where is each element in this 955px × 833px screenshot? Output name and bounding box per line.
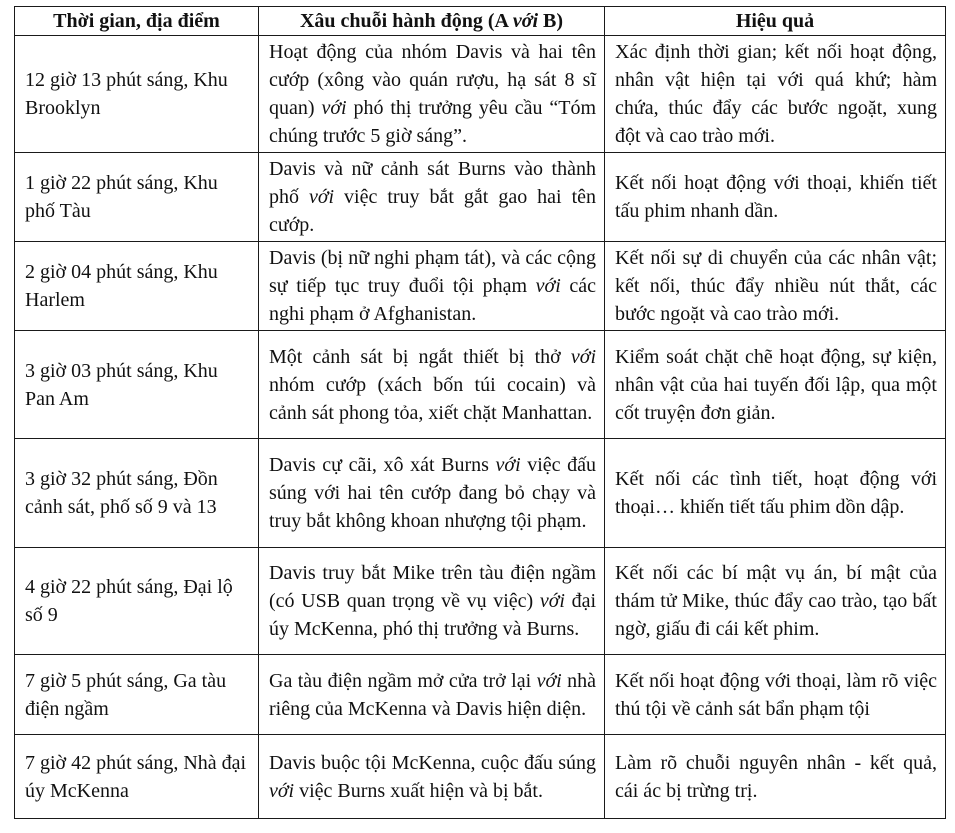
action-part-b: các nghi phạm ở Afghanistan.: [269, 275, 596, 325]
cell-action: [259, 439, 605, 548]
cell-time-place: 7 giờ 42 phút sáng, Nhà đại úy McKenna: [15, 735, 259, 819]
action-part-b: việc Burns xuất hiện và bị bắt.: [294, 779, 543, 802]
cell-effect: Kiểm soát chặt chẽ hoạt động, sự kiện, nhân vật của hai tuyến đối lập, qua một cốt truyện đơn giản.: [605, 331, 946, 439]
cell-action: [259, 242, 605, 331]
cell-time-place: 1 giờ 22 phút sáng, Khu phố Tàu: [15, 153, 259, 242]
header-action-chain: [259, 7, 605, 36]
table-header-row: [15, 7, 946, 36]
action-part-a: Davis và nữ cảnh sát Burns vào thành phố: [269, 158, 596, 208]
action-part-b: việc truy bắt gắt gao hai tên cướp.: [269, 186, 596, 236]
action-part-a: Davis cự cãi, xô xát Burns: [269, 454, 496, 476]
table-row: [15, 153, 946, 242]
action-part-a: Ga tàu điện ngầm mở cửa trở lại: [269, 669, 537, 692]
action-part-b: đại úy McKenna, phó thị trưởng và Burns.: [269, 590, 597, 640]
cell-effect: Kết nối sự di chuyển của các nhân vật; kết nối, thúc đẩy nhiều nút thắt, các bước ngoặt và cao trào mới.: [605, 242, 946, 331]
document-page: [14, 6, 945, 819]
action-with: với: [535, 275, 561, 297]
action-part-b: việc đấu súng với hai tên cướp đang bỏ chạy và truy bắt không khoan nhượng tội phạm.: [269, 454, 597, 532]
table-row: [15, 655, 946, 735]
table-row: [15, 548, 946, 655]
cell-action: [259, 153, 605, 242]
cell-effect: Kết nối các bí mật vụ án, bí mật của thám tử Mike, thúc đẩy cao trào, tạo bất ngờ, giấu đi cái kết phim.: [605, 548, 946, 655]
action-part-b: nhóm cướp (xách bốn túi cocain) và cảnh sát phong tỏa, xiết chặt Manhattan.: [269, 373, 596, 424]
cell-effect: Kết nối các tình tiết, hoạt động với thoại… khiến tiết tấu phim dồn dập.: [605, 439, 946, 548]
cell-effect: Xác định thời gian; kết nối hoạt động, nhân vật hiện tại với quá khứ; hàm chứa, thúc đẩy các bước ngoặt, xung đột và cao trào mới.: [605, 36, 946, 153]
cell-effect: Làm rõ chuỗi nguyên nhân - kết quả, cái ác bị trừng trị.: [605, 735, 946, 819]
table-row: [15, 331, 946, 439]
action-part-a: Một cảnh sát bị ngắt thiết bị thở: [269, 345, 571, 368]
cell-time-place: 4 giờ 22 phút sáng, Đại lộ số 9: [15, 548, 259, 655]
action-with: với: [321, 97, 347, 119]
cell-effect: Kết nối hoạt động với thoại, làm rõ việc thú tội về cảnh sát bẩn phạm tội: [605, 655, 946, 735]
table-row: [15, 439, 946, 548]
header-action-with: với: [512, 10, 539, 32]
table-row: [15, 36, 946, 153]
cell-time-place: 7 giờ 5 phút sáng, Ga tàu điện ngầm: [15, 655, 259, 735]
cell-action: [259, 735, 605, 819]
cell-time-place: 2 giờ 04 phút sáng, Khu Harlem: [15, 242, 259, 331]
header-action-tail: B): [538, 10, 564, 32]
action-part-b: nhà riêng của McKenna và Davis hiện diện.: [269, 669, 596, 720]
cell-time-place: 12 giờ 13 phút sáng, Khu Brooklyn: [15, 36, 259, 153]
cell-time-place: 3 giờ 32 phút sáng, Đồn cảnh sát, phố số 9 và 13: [15, 439, 259, 548]
action-with: với: [495, 454, 521, 476]
action-with: với: [308, 186, 335, 208]
action-part-a: Davis (bị nữ nghi phạm tát), và các cộng sự tiếp tục truy đuổi tội phạm: [269, 247, 596, 297]
cell-action: [259, 655, 605, 735]
action-with: với: [269, 779, 295, 802]
cell-action: [259, 331, 605, 439]
table-row: [15, 242, 946, 331]
action-part-a: Davis buộc tội McKenna, cuộc đấu súng: [269, 751, 596, 774]
action-part-a: Hoạt động của nhóm Davis và hai tên cướp (xông vào quán rượu, hạ sát 8 sĩ quan): [269, 41, 596, 119]
timeline-table: [14, 6, 946, 819]
header-action-text: Xâu chuỗi hành động (A: [299, 10, 513, 32]
header-time-place: Thời gian, địa điểm: [15, 7, 259, 36]
action-part-a: Davis truy bắt Mike trên tàu điện ngầm (có USB quan trọng về vụ việc): [269, 562, 596, 612]
table-row: [15, 735, 946, 819]
action-with: với: [536, 669, 562, 692]
cell-action: [259, 36, 605, 153]
header-effect: Hiệu quả: [605, 7, 946, 36]
action-part-b: phó thị trưởng yêu cầu “Tóm chúng trước 5 giờ sáng”.: [269, 97, 597, 147]
action-with: với: [570, 345, 596, 368]
action-with: với: [539, 590, 565, 612]
cell-time-place: 3 giờ 03 phút sáng, Khu Pan Am: [15, 331, 259, 439]
cell-effect: Kết nối hoạt động với thoại, khiến tiết tấu phim nhanh dần.: [605, 153, 946, 242]
cell-action: [259, 548, 605, 655]
